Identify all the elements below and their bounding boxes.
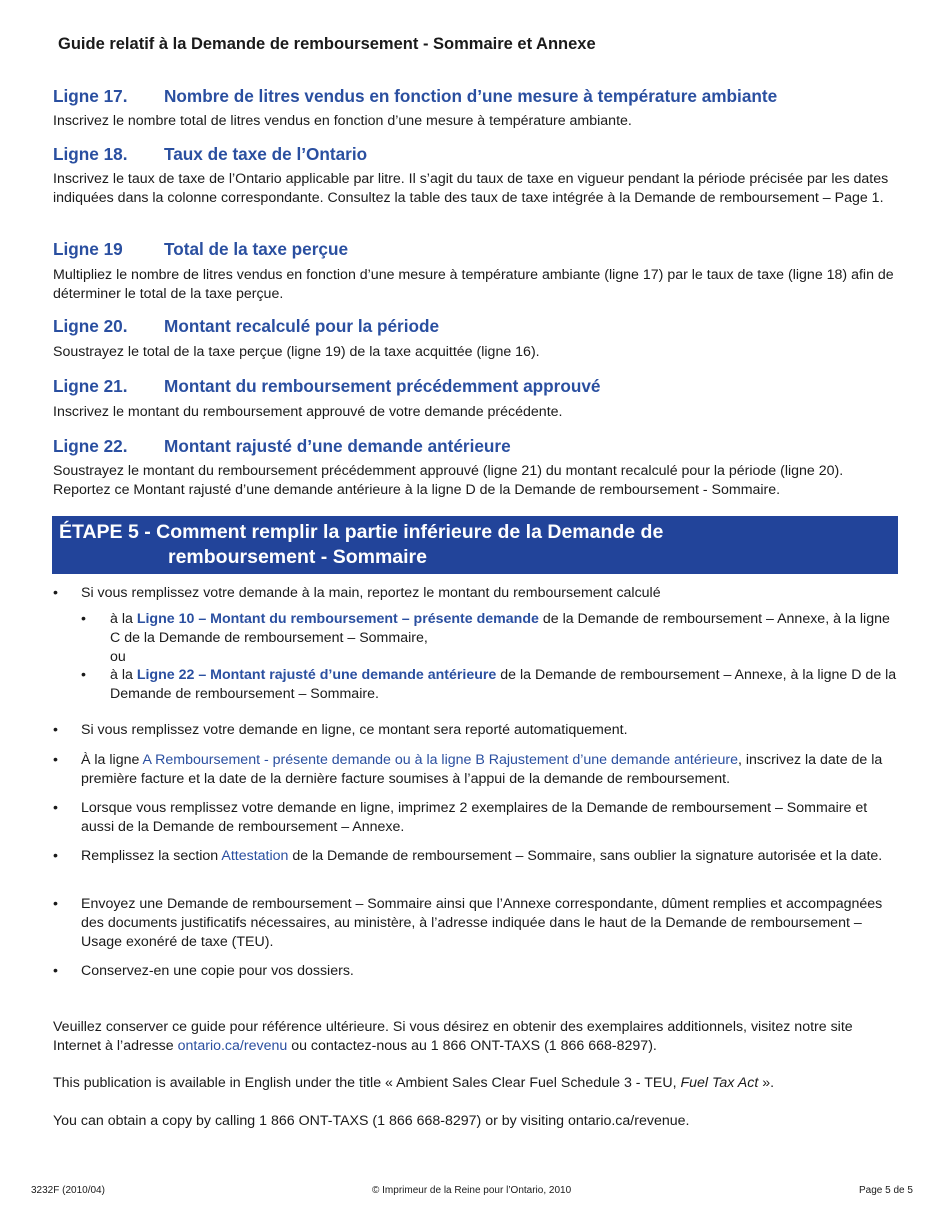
line-number: Ligne 19 bbox=[53, 239, 123, 259]
sub-bullet-text bbox=[110, 610, 901, 668]
bullet-icon: • bbox=[53, 963, 58, 979]
bullet-icon: • bbox=[53, 722, 58, 738]
line-20-text: Soustrayez le total de la taxe perçue (ligne 19) de la taxe acquittée (ligne 16). bbox=[53, 344, 540, 360]
line-22-heading bbox=[53, 436, 511, 457]
line-title: Total de la taxe perçue bbox=[164, 239, 349, 259]
text-fragment: À la ligne bbox=[81, 752, 143, 768]
act-title: Fuel Tax Act bbox=[680, 1075, 759, 1091]
bullet-text: Si vous remplissez votre demande à la main, reportez le montant du remboursement calculé bbox=[81, 585, 661, 601]
sub-bullet-item bbox=[81, 610, 901, 668]
attestation-link[interactable]: Attestation bbox=[221, 848, 289, 864]
text-fragment: ». bbox=[758, 1075, 775, 1091]
bullet-text: Si vous remplissez votre demande en ligne, ce montant sera reporté automatiquement. bbox=[81, 722, 628, 738]
bullet-icon: • bbox=[81, 611, 86, 627]
line-title: Nombre de litres vendus en fonction d’une mesure à température ambiante bbox=[164, 86, 778, 106]
refund-line-link[interactable]: A Remboursement - présente demande ou à la ligne B Rajustement d’une demande antérieure bbox=[142, 752, 738, 768]
bullet-item bbox=[53, 721, 903, 740]
bullet-text bbox=[81, 847, 903, 866]
line-title: Montant rajusté d’une demande antérieure bbox=[164, 436, 511, 456]
bullet-item bbox=[53, 751, 903, 789]
line-22-text: Soustrayez le montant du remboursement précédemment approuvé (ligne 21) du montant recalculé pour la période (ligne 20). Reportez ce Montant rajusté d’une demande antérieure à la ligne D de la Demande de remboursement - Sommaire. bbox=[53, 463, 844, 499]
bullet-icon: • bbox=[53, 752, 58, 768]
sub-bullet-item bbox=[81, 666, 901, 704]
bullet-icon: • bbox=[53, 896, 58, 912]
bullet-text: Lorsque vous remplissez votre demande en ligne, imprimez 2 exemplaires de la Demande de remboursement – Sommaire et aussi de la Demande de remboursement – Annexe. bbox=[81, 800, 868, 836]
text-fragment: , inscrivez la date de la première facture et la date de la dernière facture soumises à l’appui de la demande de remboursement. bbox=[81, 752, 883, 788]
bullet-item bbox=[53, 847, 903, 866]
line-title: Montant recalculé pour la période bbox=[164, 316, 440, 336]
form-id: 3232F (2010/04) bbox=[31, 1185, 105, 1196]
line-title: Montant du remboursement précédemment approuvé bbox=[164, 376, 601, 396]
line-20-heading bbox=[53, 316, 439, 337]
text-fragment: de la Demande de remboursement – Sommaire, sans oublier la signature autorisée et la date. bbox=[288, 848, 883, 864]
line-number: Ligne 18. bbox=[53, 144, 128, 164]
bullet-text bbox=[81, 751, 903, 789]
line-17-text: Inscrivez le nombre total de litres vendus en fonction d’une mesure à température ambiante. bbox=[53, 113, 632, 129]
line-number: Ligne 17. bbox=[53, 86, 128, 106]
bullet-item bbox=[53, 799, 903, 837]
line-22-link[interactable]: Ligne 22 – Montant rajusté d’une demande antérieure bbox=[136, 667, 497, 683]
text-fragment: à la bbox=[110, 611, 137, 627]
bullet-text: Conservez-en une copie pour vos dossiers. bbox=[81, 963, 354, 979]
bullet-item bbox=[53, 584, 903, 603]
bullet-item bbox=[53, 895, 903, 953]
copyright: © Imprimeur de la Reine pour l’Ontario, 2010 bbox=[372, 1185, 572, 1196]
step-5-title-line2: remboursement - Sommaire bbox=[168, 546, 427, 568]
line-19-text: Multipliez le nombre de litres vendus en fonction d’une mesure à température ambiante (ligne 17) par le taux de taxe (ligne 18) afin de déterminer le total de la taxe perçue. bbox=[53, 267, 894, 303]
line-21-heading bbox=[53, 376, 600, 397]
copy-request-note: You can obtain a copy by calling 1 866 ONT-TAXS (1 866 668-8297) or by visiting ontario.ca/revenue. bbox=[53, 1113, 690, 1129]
bullet-text: Envoyez une Demande de remboursement – Sommaire ainsi que l’Annexe correspondante, dûment remplies et accompagnées des documents justificatifs nécessaires, au ministère, à l’adresse indiquée dans le haut de la Demande de remboursement – Usage exonéré de taxe (TEU). bbox=[81, 896, 883, 951]
step-5-title-line1: ÉTAPE 5 - Comment remplir la partie inférieure de la Demande de bbox=[59, 521, 664, 543]
text-fragment: de la Demande de remboursement – Annexe, à la ligne C de la Demande de remboursement – Sommaire, bbox=[110, 611, 890, 647]
page-title: Guide relatif à la Demande de remboursement - Sommaire et Annexe bbox=[58, 35, 596, 53]
line-number: Ligne 20. bbox=[53, 316, 128, 336]
line-19-heading bbox=[53, 239, 348, 260]
line-17-heading bbox=[53, 86, 777, 107]
text-fragment: de la Demande de remboursement – Annexe, à la ligne D de la Demande de remboursement – Sommaire. bbox=[110, 667, 897, 703]
line-18-text: Inscrivez le taux de taxe de l’Ontario applicable par litre. Il s’agit du taux de taxe en vigueur pendant la période précisée par les dates indiquées dans la colonne correspondante. Consultez la table des taux de taxe intégrée à la Demande de remboursement – Page 1. bbox=[53, 171, 889, 207]
bullet-icon: • bbox=[53, 848, 58, 864]
bullet-icon: • bbox=[53, 585, 58, 601]
or-text: ou bbox=[110, 649, 126, 666]
text-fragment: Remplissez la section bbox=[81, 848, 222, 864]
line-10-link[interactable]: Ligne 10 – Montant du remboursement – présente demande bbox=[136, 611, 539, 627]
bullet-icon: • bbox=[53, 800, 58, 816]
line-18-heading bbox=[53, 144, 367, 165]
text-fragment: This publication is available in English under the title « Ambient Sales Clear Fuel Schedule 3 - TEU, bbox=[53, 1075, 681, 1091]
text-fragment: Veuillez conserver ce guide pour référence ultérieure. Si vous désirez en obtenir des exemplaires additionnels, visitez notre site Internet à l’adresse bbox=[53, 1019, 853, 1055]
closing-paragraph bbox=[53, 1018, 903, 1056]
line-21-text: Inscrivez le montant du remboursement approuvé de votre demande précédente. bbox=[53, 404, 563, 420]
text-fragment: ou contactez-nous au 1 866 ONT-TAXS (1 866 668-8297). bbox=[287, 1038, 657, 1055]
line-number: Ligne 22. bbox=[53, 436, 128, 456]
sub-bullet-text bbox=[110, 666, 901, 704]
bullet-icon: • bbox=[81, 667, 86, 683]
text-fragment: à la bbox=[110, 667, 137, 683]
ontario-revenu-link[interactable]: ontario.ca/revenu bbox=[177, 1038, 288, 1055]
bullet-item bbox=[53, 962, 903, 981]
english-availability-note bbox=[53, 1074, 903, 1093]
line-title: Taux de taxe de l’Ontario bbox=[164, 144, 368, 164]
step-5-banner bbox=[52, 516, 898, 574]
line-number: Ligne 21. bbox=[53, 376, 128, 396]
page-number: Page 5 de 5 bbox=[859, 1185, 913, 1196]
